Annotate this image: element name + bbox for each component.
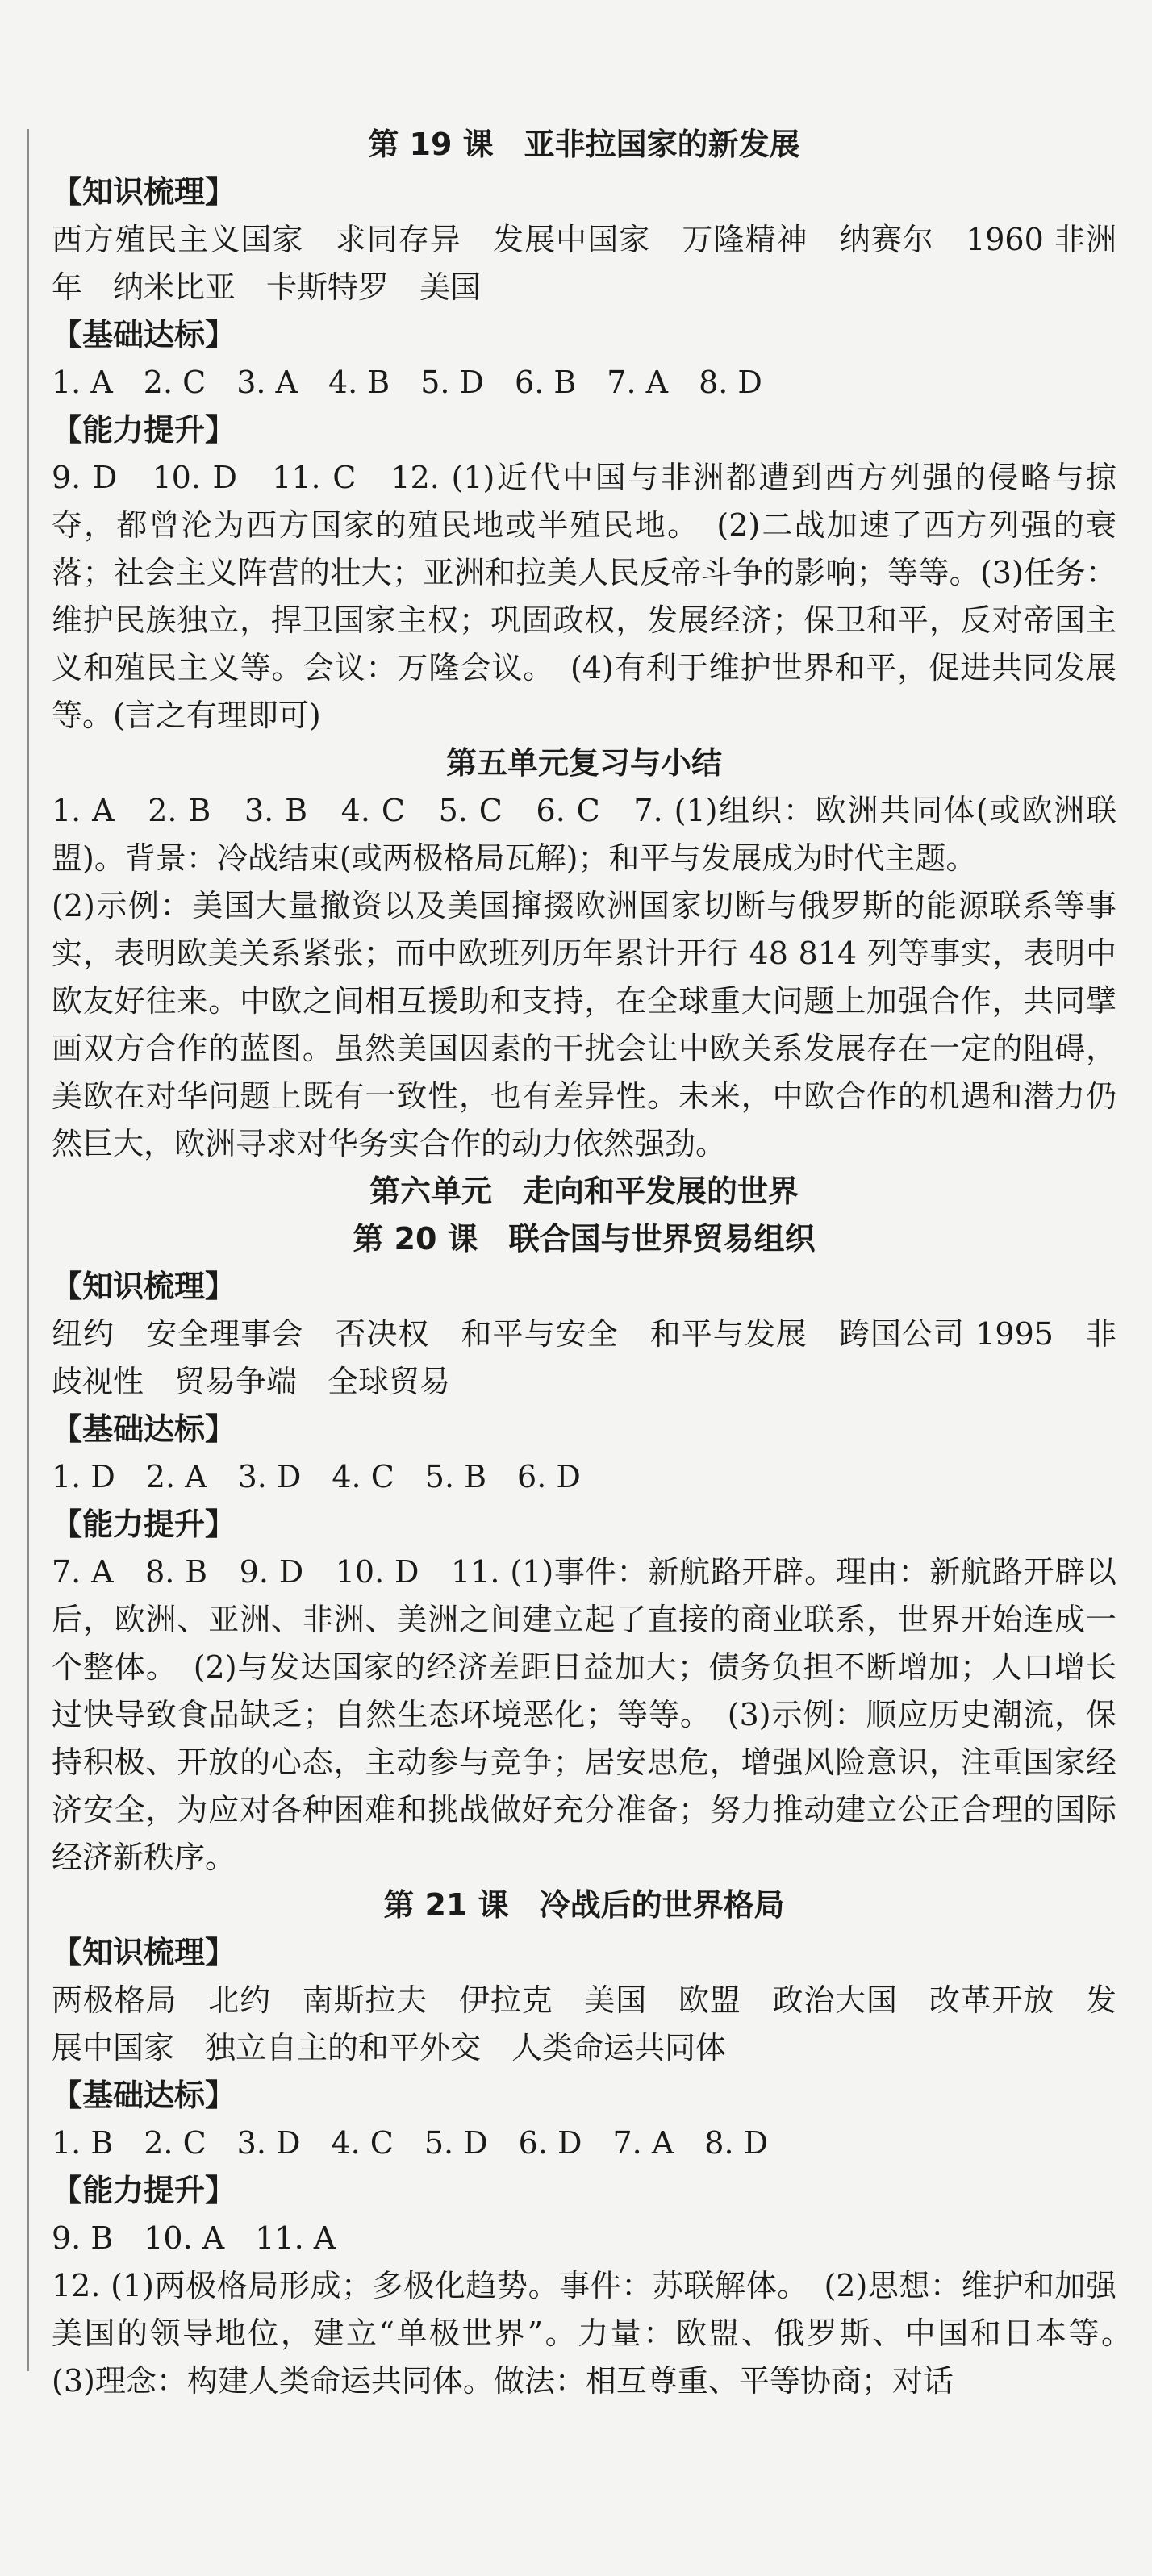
section-heading: 【能力提升】 — [52, 1507, 236, 1542]
answer-text: 1. A 2. C 3. A 4. B 5. D 6. B 7. A 8. D — [52, 365, 762, 400]
section-heading: 【基础达标】 — [52, 2078, 236, 2113]
unit-6-title: 第六单元 走向和平发展的世界 — [369, 1173, 799, 1209]
section-heading: 【能力提升】 — [52, 2173, 236, 2208]
answer-content — [52, 121, 1148, 2405]
section-heading: 【知识梳理】 — [52, 174, 236, 210]
answer-text: 9. D 10. D 11. C 12. (1)近代中国与非洲都遭到西方列强的侵略与掠夺，都曾沦为西方国家的殖民地或半殖民地。 (2)二战加速了西方列强的衰落；社会主义阵营的壮大；亚洲和拉美人民反帝斗争的影响；等等。(3)任务：维护民族独立，捍卫国家主权；巩固政权，发展经济；保卫和平，反对帝国主义和殖民主义等。会议：万隆会议。 (4)有利于维护世界和平，促进共同发展等。(言之有理即可) — [52, 460, 1117, 733]
answer-text: 7. A 8. B 9. D 10. D 11. (1)事件：新航路开辟。理由：新航路开辟以后，欧洲、亚洲、非洲、美洲之间建立起了直接的商业联系，世界开始连成一个整体。 (2)与发达国家的经济差距日益加大；债务负担不断增加；人口增长过快导致食品缺乏；自然生态环境恶化；等等。 (3)示例：顺应历史潮流，保持积极、开放的心态，主动参与竞争；居安思危，增强风险意识，注重国家经济安全，为应对各种困难和挑战做好充分准备；努力推动建立公正合理的国际经济新秩序。 — [52, 1554, 1117, 1875]
section-heading: 【能力提升】 — [52, 412, 236, 448]
answer-text: 9. B 10. A 11. A — [52, 2220, 336, 2256]
answer-text: 1. D 2. A 3. D 4. C 5. B 6. D — [52, 1459, 581, 1494]
answer-text: 纽约 安全理事会 否决权 和平与安全 和平与发展 跨国公司 1995 非歧视性 贸易争端 全球贸易 — [52, 1316, 1117, 1399]
lesson-19-title: 第 19 课 亚非拉国家的新发展 — [368, 127, 800, 162]
margin-line — [27, 129, 29, 2371]
unit-5-review-title: 第五单元复习与小结 — [445, 745, 722, 781]
answer-text: 12. (1)两极格局形成；多极化趋势。事件：苏联解体。 (2)思想：维护和加强美国的领导地位，建立“单极世界”。力量：欧盟、俄罗斯、中国和日本等。 (3)理念：构建人类命运共同体。做法：相互尊重、平等协商；对话 — [52, 2268, 1148, 2399]
answer-text: 西方殖民主义国家 求同存异 发展中国家 万隆精神 纳赛尔 1960 非洲年 纳米比亚 卡斯特罗 美国 — [52, 222, 1117, 305]
section-heading: 【知识梳理】 — [52, 1269, 236, 1304]
answer-text: 1. A 2. B 3. B 4. C 5. C 6. C 7. (1)组织：欧洲共同体(或欧洲联盟)。背景：冷战结束(或两极格局瓦解)；和平与发展成为时代主题。 — [52, 793, 1117, 876]
section-heading: 【基础达标】 — [52, 1411, 236, 1447]
answer-text: (2)示例：美国大量撤资以及美国撺掇欧洲国家切断与俄罗斯的能源联系等事实，表明欧美关系紧张；而中欧班列历年累计开行 48 814 列等事实，表明中欧友好往来。中欧之间相互援助和支持，在全球重大问题上加强合作，共同擘画双方合作的蓝图。虽然美国因素的干扰会让中欧关系发展存在一定的阻碍，美欧在对华问题上既有一致性，也有差异性。未来，中欧合作的机遇和潜力仍然巨大，欧洲寻求对华务实合作的动力依然强劲。 — [52, 888, 1117, 1161]
section-heading: 【基础达标】 — [52, 317, 236, 352]
answer-text: 1. B 2. C 3. D 4. C 5. D 6. D 7. A 8. D — [52, 2125, 769, 2161]
answer-text: 两极格局 北约 南斯拉夫 伊拉克 美国 欧盟 政治大国 改革开放 发展中国家 独立自主的和平外交 人类命运共同体 — [52, 1982, 1117, 2065]
section-heading: 【知识梳理】 — [52, 1935, 236, 1970]
lesson-20-title: 第 20 课 联合国与世界贸易组织 — [353, 1221, 816, 1257]
lesson-21-title: 第 21 课 冷战后的世界格局 — [383, 1887, 785, 1923]
